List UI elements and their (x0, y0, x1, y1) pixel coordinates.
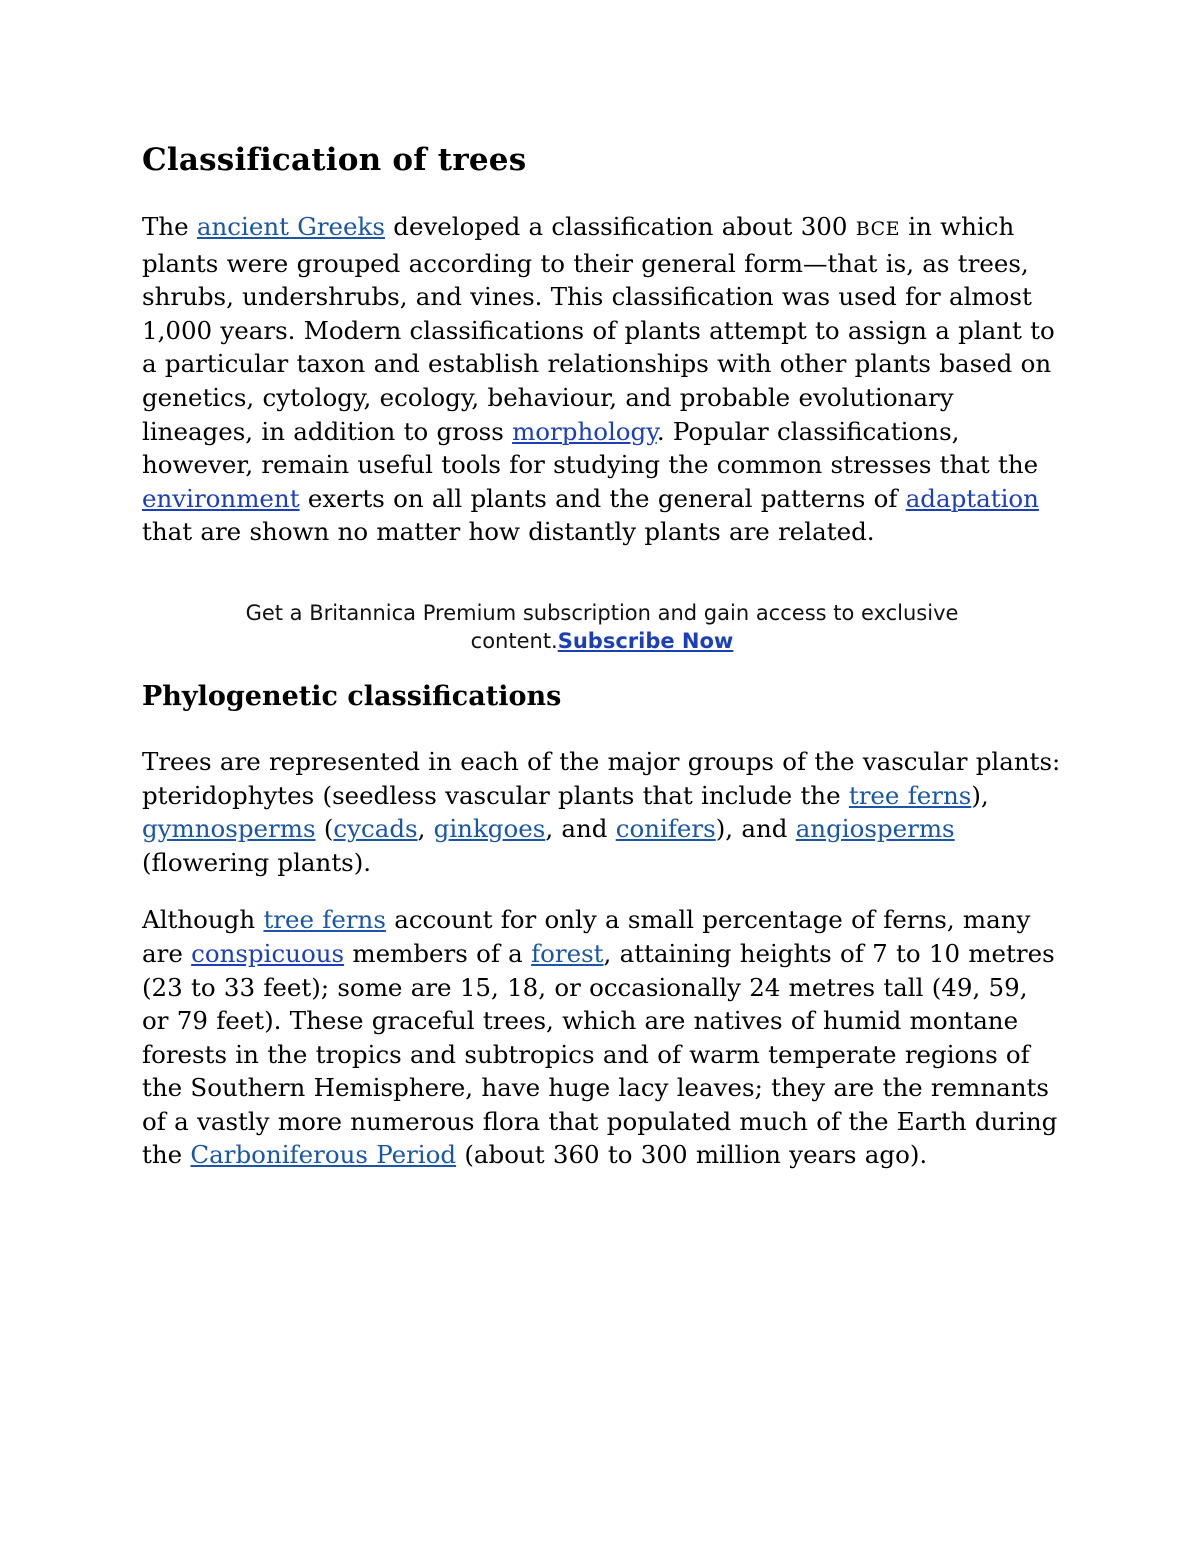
link-forest[interactable]: forest (531, 938, 604, 968)
link-conifers[interactable]: conifers (615, 814, 716, 844)
text-run: developed a classification about 300 (384, 212, 856, 241)
text-run: in which plants were grouped according to their general form—that is, as trees, shrubs, undershrubs, and vines. This classification was used for almost 1,000 years. Modern classifications of plants attempt to assign a plant to a particular taxon and establish relationships with other plants based on genetics, cytology, ecology, behaviour, and probable evolutionary lineages, in addition to gross (142, 212, 1055, 446)
page-title: Classification of trees (142, 142, 527, 178)
text-run: that are shown no matter how distantly plants are related. (142, 517, 875, 547)
link-ancient-greeks[interactable]: ancient Greeks (196, 212, 385, 241)
link-morphology[interactable]: morphology (512, 416, 657, 446)
tree-ferns-paragraph (142, 903, 1062, 1172)
promo-text: Get a Britannica Premium subscription and gain access to exclusive content. (245, 600, 959, 653)
intro-paragraph (142, 210, 1062, 549)
text-run: , and (545, 814, 616, 844)
link-conspicuous[interactable]: conspicuous (191, 938, 345, 968)
text-run: , attaining heights of 7 to 10 metres (23 to 33 feet); some are 15, 18, or occasionally 24 metres tall (49, 59, or 79 feet). These graceful trees, which are natives of humid montane forests in the tropics and subtropics and of warm temperate regions of the Southern Hemisphere, have huge lacy leaves; they are the remnants of a vastly more numerous flora that populated much of the Earth during the (142, 938, 1058, 1170)
text-run: exerts on all plants and the general patterns of (299, 483, 906, 513)
link-adaptation[interactable]: adaptation (905, 483, 1039, 513)
section-heading: Phylogenetic classifications (142, 680, 562, 712)
link-cycads[interactable]: cycads (333, 814, 418, 844)
text-run: ), and (715, 814, 796, 844)
groups-paragraph (142, 745, 1062, 879)
link-tree-ferns-2[interactable]: tree ferns (263, 905, 386, 935)
document-page (142, 140, 1062, 1172)
text-run: Although (142, 905, 264, 935)
text-run: The (142, 212, 197, 241)
link-tree-ferns[interactable]: tree ferns (848, 780, 972, 810)
text-run: (about 360 to 300 million years ago). (456, 1140, 928, 1170)
link-carboniferous-period[interactable]: Carboniferous Period (190, 1140, 457, 1170)
text-run: . Popular classifications, however, remain useful tools for studying the common stresses that the (142, 416, 1039, 480)
text-run: , (417, 814, 434, 844)
text-run: Trees are represented in each of the major groups of the vascular plants: pteridophytes (seedless vascular plants that include the (142, 746, 1061, 810)
premium-promo (142, 599, 1062, 655)
link-angiosperms[interactable]: angiosperms (795, 814, 955, 844)
text-run: ( (315, 814, 334, 844)
link-gymnosperms[interactable]: gymnosperms (142, 814, 316, 844)
text-run: members of a (344, 938, 532, 968)
text-run: ), (971, 780, 989, 810)
link-ginkgoes[interactable]: ginkgoes (433, 814, 546, 844)
subscribe-now-link[interactable]: Subscribe Now (557, 628, 734, 653)
text-run: (flowering plants). (142, 847, 372, 877)
link-environment[interactable]: environment (142, 483, 300, 513)
text-run: account for only a small percentage of ferns, many are (142, 905, 1031, 968)
era-abbreviation: BCE (855, 218, 900, 240)
